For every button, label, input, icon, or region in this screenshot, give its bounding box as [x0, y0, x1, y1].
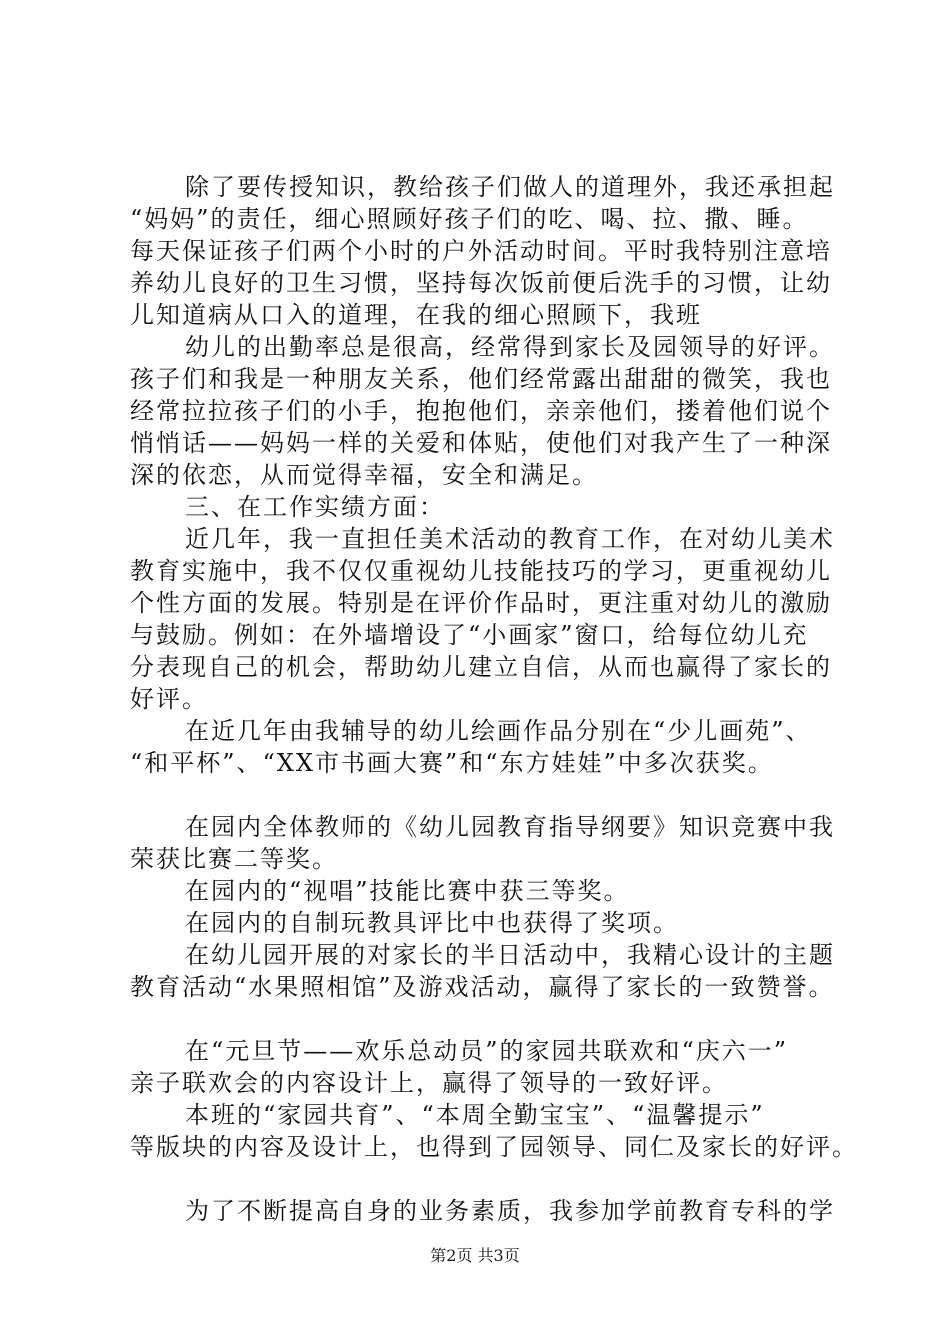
- text-line: “和平杯”、“XX市书画大赛”和“东方娃娃”中多次获奖。: [130, 749, 774, 777]
- text-line: 在“元旦节——欢乐总动员”的家园共联欢和“庆六一”: [185, 1037, 789, 1065]
- text-line: 在园内的自制玩教具评比中也获得了奖项。: [185, 909, 679, 937]
- text-line: 荣获比赛二等奖。: [130, 845, 338, 873]
- text-line: 教育活动“水果照相馆”及游戏活动，赢得了家长的一致赞誉。: [130, 973, 835, 1001]
- blank-line: [130, 1163, 860, 1195]
- text-line: 等版块的内容及设计上，也得到了园领导、同仁及家长的好评。: [130, 1133, 858, 1161]
- text-line: 亲子联欢会的内容设计上，赢得了领导的一致好评。: [130, 1069, 728, 1097]
- text-line: 本班的“家园共育”、“本周全勤宝宝”、“温馨提示”: [185, 1101, 765, 1129]
- text-line: 悄悄话——妈妈一样的关爱和体贴，使他们对我产生了一种深: [130, 429, 832, 457]
- text-line: 好评。: [130, 685, 208, 713]
- text-line: 在幼儿园开展的对家长的半日活动中，我精心设计的主题: [185, 941, 835, 969]
- text-line: 在园内全体教师的《幼儿园教育指导纲要》知识竞赛中我: [185, 813, 835, 841]
- text-line: 三、在工作实绩方面：: [185, 493, 445, 521]
- document-body: [130, 171, 860, 1227]
- text-line: 儿知道病从口入的道理，在我的细心照顾下，我班: [130, 301, 702, 329]
- text-line: 除了要传授知识，教给孩子们做人的道理外，我还承担起: [185, 173, 835, 201]
- text-line: 在园内的“视唱”技能比赛中获三等奖。: [185, 877, 630, 905]
- text-line: 幼儿的出勤率总是很高，经常得到家长及园领导的好评。: [185, 333, 835, 361]
- text-line: 经常拉拉孩子们的小手，抱抱他们，亲亲他们，搂着他们说个: [130, 397, 832, 425]
- text-line: 在近几年由我辅导的幼儿绘画作品分别在“少儿画苑”、: [185, 717, 812, 745]
- text-line: 养幼儿良好的卫生习惯，坚持每次饭前便后洗手的习惯，让幼: [130, 269, 832, 297]
- text-line: 教育实施中，我不仅仅重视幼儿技能技巧的学习，更重视幼儿: [130, 557, 832, 585]
- text-line: 与鼓励。例如：在外墙增设了“小画家”窗口，给每位幼儿充: [130, 621, 809, 649]
- text-line: 分表现自己的机会，帮助幼儿建立自信，从而也赢得了家长的: [130, 653, 832, 681]
- text-line: 孩子们和我是一种朋友关系，他们经常露出甜甜的微笑，我也: [130, 365, 832, 393]
- text-line: “妈妈”的责任，细心照顾好孩子们的吃、喝、拉、撒、睡。: [130, 205, 809, 233]
- blank-line: [130, 1003, 860, 1035]
- page-footer: 第2页 共3页: [430, 1246, 520, 1265]
- text-line: 为了不断提高自身的业务素质，我参加学前教育专科的学: [185, 1197, 835, 1225]
- text-line: 近几年，我一直担任美术活动的教育工作，在对幼儿美术: [185, 525, 835, 553]
- blank-line: [130, 779, 860, 811]
- text-line: 每天保证孩子们两个小时的户外活动时间。平时我特别注意培: [130, 237, 832, 265]
- text-line: 深的依恋，从而觉得幸福，安全和满足。: [130, 461, 598, 489]
- text-line: 个性方面的发展。特别是在评价作品时，更注重对幼儿的激励: [130, 589, 832, 617]
